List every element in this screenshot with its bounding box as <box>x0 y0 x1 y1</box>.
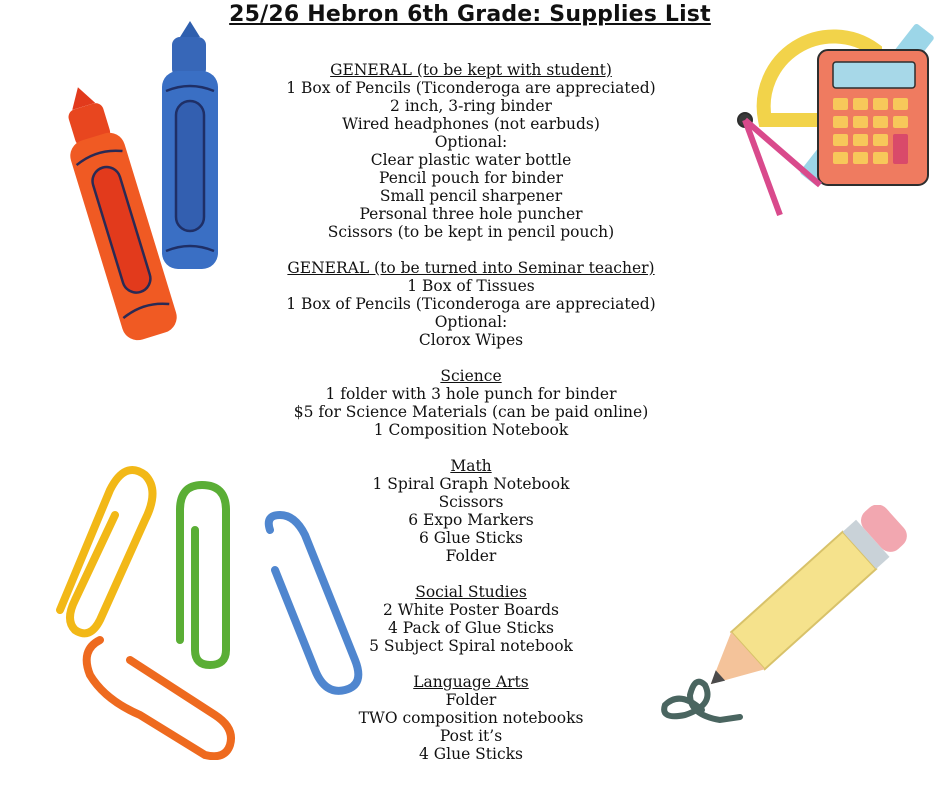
list-item: 2 inch, 3-ring binder <box>390 97 552 115</box>
scribble-icon <box>664 682 740 720</box>
list-item: Clorox Wipes <box>418 331 524 349</box>
list-item: TWO composition notebooks <box>358 709 584 727</box>
list-item: 1 Composition Notebook <box>373 421 569 439</box>
list-item: Personal three hole puncher <box>359 205 583 223</box>
list-item: 5 Subject Spiral notebook <box>369 637 573 655</box>
list-item: 1 Box of Tissues <box>407 277 535 295</box>
section-heading: Language Arts <box>413 673 529 691</box>
blue-paperclip-icon <box>269 515 359 691</box>
list-item: Scissors (to be kept in pencil pouch) <box>327 223 615 241</box>
list-item: Optional: <box>434 133 508 151</box>
section-heading: GENERAL (to be turned into Seminar teacher) <box>287 259 655 277</box>
section-heading: Math <box>450 457 492 475</box>
page-title: 25/26 Hebron 6th Grade: Supplies List <box>229 2 711 27</box>
calculator-icon <box>818 50 928 185</box>
list-item: Clear plastic water bottle <box>370 151 572 169</box>
list-item: 4 Pack of Glue Sticks <box>387 619 554 637</box>
list-item: 6 Expo Markers <box>408 511 534 529</box>
green-paperclip-icon <box>180 485 226 665</box>
section-heading: GENERAL (to be kept with student) <box>330 61 612 79</box>
list-item: Folder <box>445 547 497 565</box>
blue-crayon-icon <box>162 21 218 269</box>
list-item: Optional: <box>434 313 508 331</box>
list-item: Pencil pouch for binder <box>378 169 563 187</box>
paperclips-illustration <box>30 460 370 760</box>
list-item: $5 for Science Materials (can be paid online) <box>293 403 649 421</box>
list-item: Post it’s <box>439 727 503 745</box>
section-heading: Social Studies <box>415 583 527 601</box>
list-item: 1 Box of Pencils (Ticonderoga are appreciated) <box>286 295 656 313</box>
pencil-illustration <box>660 505 930 745</box>
list-item: 1 folder with 3 hole punch for binder <box>325 385 617 403</box>
list-item: 4 Glue Sticks <box>418 745 524 763</box>
list-item: 2 White Poster Boards <box>382 601 560 619</box>
section-science <box>171 367 771 439</box>
math-tools-illustration <box>725 10 935 220</box>
pencil-icon <box>694 505 912 703</box>
orange-paperclip-icon <box>87 640 231 756</box>
list-item: 6 Glue Sticks <box>418 529 524 547</box>
yellow-paperclip-icon <box>60 470 153 633</box>
crayons-illustration <box>40 15 240 345</box>
section-general-student <box>171 61 771 241</box>
list-item: Scissors <box>438 493 504 511</box>
list-item: Folder <box>445 691 497 709</box>
orange-crayon-icon <box>51 79 181 344</box>
list-item: 1 Spiral Graph Notebook <box>372 475 570 493</box>
list-item: Small pencil sharpener <box>379 187 563 205</box>
section-general-seminar <box>171 259 771 349</box>
list-item: 1 Box of Pencils (Ticonderoga are appreciated) <box>286 79 656 97</box>
list-item: Wired headphones (not earbuds) <box>342 115 600 133</box>
section-heading: Science <box>440 367 502 385</box>
